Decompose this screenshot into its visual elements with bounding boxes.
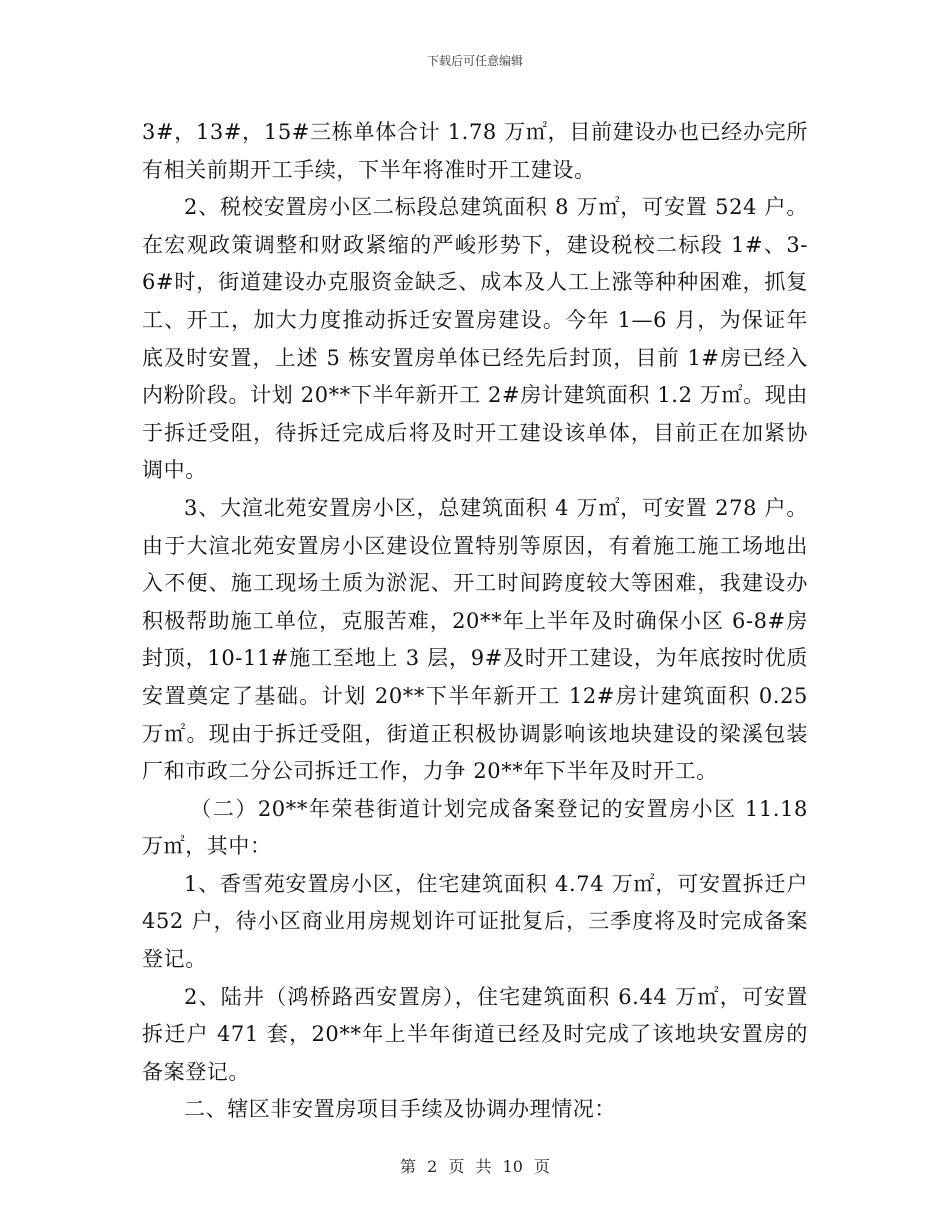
paragraph-lujing: 2、陆井（鸿桥路西安置房），住宅建筑面积 6.44 万㎡，可安置拆迁户 471 套，20**年上半年街道已经及时完成了该地块安置房的备案登记。 [142,984,808,1084]
paragraph-shuixiao: 2、税校安置房小区二标段总建筑面积 8 万㎡，可安置 524 户。在宏观政策调整和财政紧缩的严峻形势下，建设税校二标段 1#、3-6#时，街道建设办克服资金缺乏、成本及人工上涨等种种困难，抓复工、开工，加大力度推动拆迁安置房建设。今年 1—6 月，为保证年底及时安置，上述 5 栋安置房单体已经先后封顶，目前 1#房已经入内粉阶段。计划 20**下半年新开工 2#房计建筑面积 1.2 万㎡。现由于拆迁受阻，待拆迁完成后将及时开工建设该单体，目前正在加紧协调中。 [142,195,808,483]
paragraph-heading-two: 二、辖区非安置房项目手续及协调办理情况： [184,1097,616,1122]
paragraph-xiangxue: 1、香雪苑安置房小区，住宅建筑面积 4.74 万㎡，可安置拆迁户 452 户，待小区商业用房规划许可证批复后，三季度将及时完成备案登记。 [142,871,808,972]
paragraph-continuation: 3#，13#，15#三栋单体合计 1.78 万㎡，目前建设办也已经办完所有相关前期开工手续，下半年将准时开工建设。 [142,120,808,182]
document-body [142,114,808,1129]
page-footer: 第 2 页 共 10 页 [400,1157,550,1176]
page-header: 下载后可任意编辑 [426,54,523,68]
paragraph-section-two: （二）20**年荣巷街道计划完成备案登记的安置房小区 11.18 万㎡，其中： [142,796,808,859]
paragraph-daxuan: 3、大渲北苑安置房小区，总建筑面积 4 万㎡，可安置 278 户。由于大渲北苑安置房小区建设位置特别等原因，有着施工施工场地出入不便、施工现场土质为淤泥、开工时间跨度较大等困难，我建设办积极帮助施工单位，克服苦难，20**年上半年及时确保小区 6-8#房封顶，10-11#施工至地上 3 层，9#及时开工建设，为年底按时优质安置奠定了基础。计划 20**下半年新开工 12#房计建筑面积 0.25 万㎡。现由于拆迁受阻，街道正积极协调影响该地块建设的梁溪包装厂和市政二分公司拆迁工作，力争 20**年下半年及时开工。 [142,495,808,784]
